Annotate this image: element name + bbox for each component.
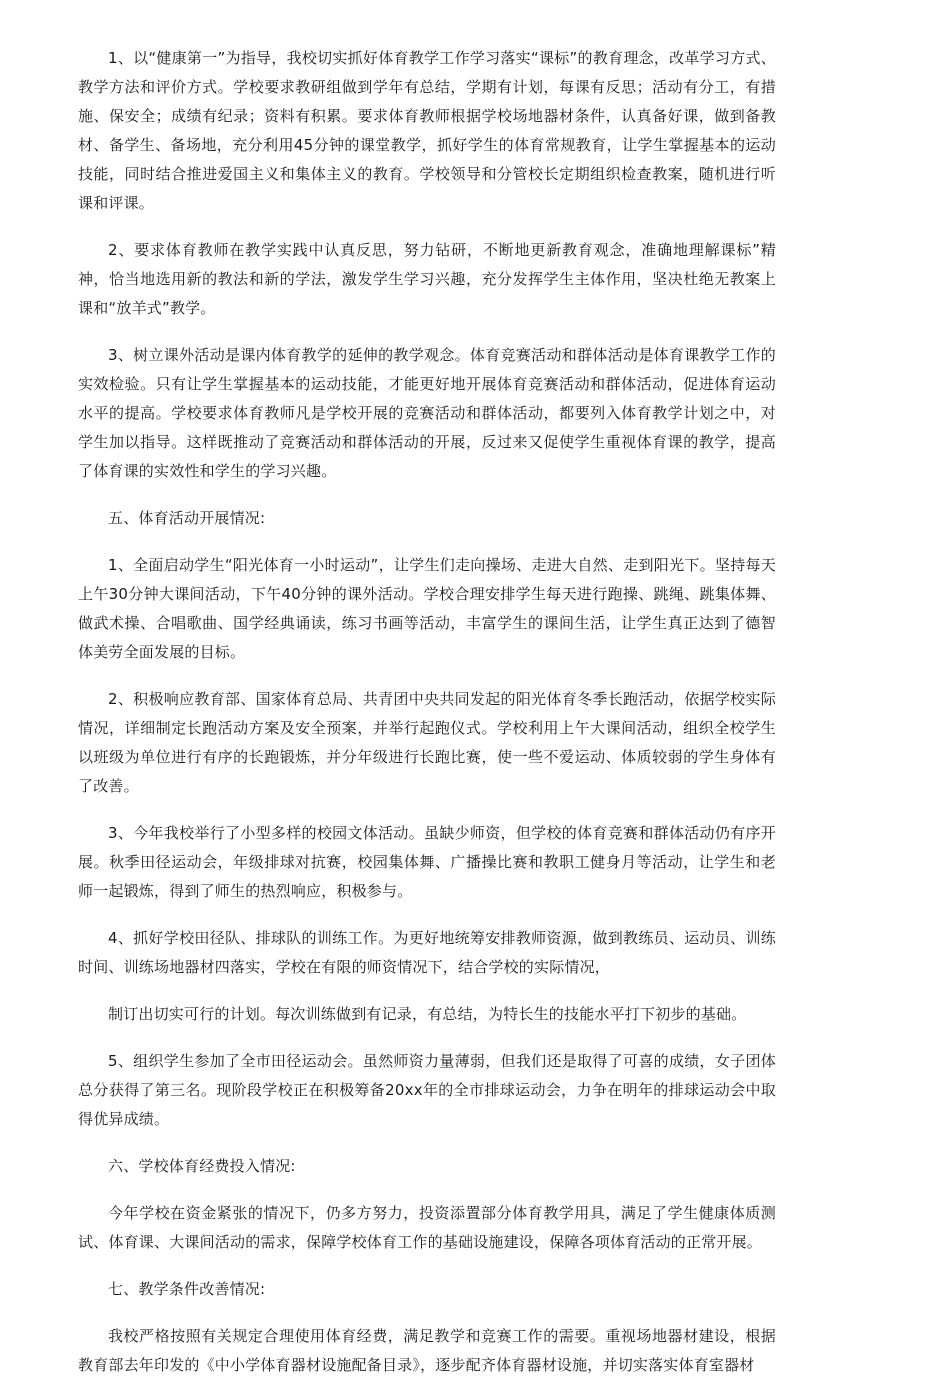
paragraph-winter-running: 2、积极响应教育部、国家体育总局、共青团中央共同发起的阳光体育冬季长跑活动，依据学校实际情况，详细制定长跑活动方案及安全预案，并举行起跑仪式。学校利用上午大课间活动，组织全校学生以班级为单位进行有序的长跑锻炼，并分年级进行长跑比赛，使一些不爱运动、体质较弱的学生身体有了改善。 [78, 690, 776, 795]
paragraph-team-training: 4、抓好学校田径队、排球队的训练工作。为更好地统筹安排教师资源，做到教练员、运动员、训练时间、训练场地器材四落实，学校在有限的师资情况下，结合学校的实际情况， [78, 929, 776, 976]
paragraph-campus-events: 3、今年我校举行了小型多样的校园文体活动。虽缺少师资，但学校的体育竞赛和群体活动仍有序开展。秋季田径运动会，年级排球对抗赛，校园集体舞、广播操比赛和教职工健身月等活动，让学生和老师一起锻炼，得到了师生的热烈响应，积极参与。 [78, 824, 776, 900]
section-heading-conditions: 七、教学条件改善情况: [108, 1280, 266, 1298]
paragraph-teaching-philosophy: 1、以“健康第一”为指导，我校切实抓好体育教学工作学习落实“课标”的教育理念，改革学习方式、教学方法和评价方式。学校要求教研组做到学年有总结，学期有计划，每课有反思；活动有分工，有措施、保安全；成绩有纪录；资料有积累。要求体育教师根据学校场地器材条件，认真备好课，做到备教材、备学生、备场地，充分利用45分钟的课堂教学，抓好学生的体育常规教育，让学生掌握基本的运动技能，同时结合推进爱国主义和集体主义的教育。学校领导和分管校长定期组织检查教案，随机进行听课和评课。 [78, 49, 776, 212]
paragraph-funding: 今年学校在资金紧张的情况下，仍多方努力，投资添置部分体育教学用具，满足了学生健康体质测试、体育课、大课间活动的需求，保障学校体育工作的基础设施建设，保障各项体育活动的正常开展。 [78, 1204, 776, 1251]
paragraph-sunshine-sports: 1、全面启动学生“阳光体育一小时运动”，让学生们走向操场、走进大自然、走到阳光下。坚持每天上午30分钟大课间活动，下午40分钟的课外活动。学校合理安排学生每天进行跑操、跳绳、跳集体舞、做武术操、合唱歌曲、国学经典诵读，练习书画等活动，丰富学生的课间生活，让学生真正达到了德智体美劳全面发展的目标。 [78, 556, 776, 661]
paragraph-city-meet: 5、组织学生参加了全市田径运动会。虽然师资力量薄弱，但我们还是取得了可喜的成绩，女子团体总分获得了第三名。现阶段学校正在积极筹备20xx年的全市排球运动会，力争在明年的排球运动会中取得优异成绩。 [78, 1052, 776, 1128]
paragraph-teacher-reflection: 2、要求体育教师在教学实践中认真反思，努力钻研，不断地更新教育观念，准确地理解课标”精神，恰当地选用新的教法和新的学法，激发学生学习兴趣，充分发挥学生主体作用，坚决杜绝无教案上课和“放羊式”教学。 [78, 241, 776, 317]
paragraph-extracurricular: 3、树立课外活动是课内体育教学的延伸的教学观念。体育竞赛活动和群体活动是体育课教学工作的实效检验。只有让学生掌握基本的运动技能，才能更好地开展体育竞赛活动和群体活动，促进体育运动水平的提高。学校要求体育教师凡是学校开展的竞赛活动和群体活动，都要列入体育教学计划之中，对学生加以指导。这样既推动了竞赛活动和群体活动的开展，反过来又促使学生重视体育课的教学，提高了体育课的实效性和学生的学习兴趣。 [78, 346, 776, 480]
paragraph-conditions: 我校严格按照有关规定合理使用体育经费，满足教学和竞赛工作的需要。重视场地器材建设，根据教育部去年印发的《中小学体育器材设施配备目录》，逐步配齐体育器材设施，并切实落实体育室器材 [78, 1327, 776, 1374]
paragraph-training-plan: 制订出切实可行的计划。每次训练做到有记录，有总结，为特长生的技能水平打下初步的基础。 [108, 1005, 747, 1023]
section-heading-activities: 五、体育活动开展情况: [108, 509, 266, 527]
section-heading-funding: 六、学校体育经费投入情况: [108, 1157, 296, 1175]
document-body [78, 44, 776, 1398]
